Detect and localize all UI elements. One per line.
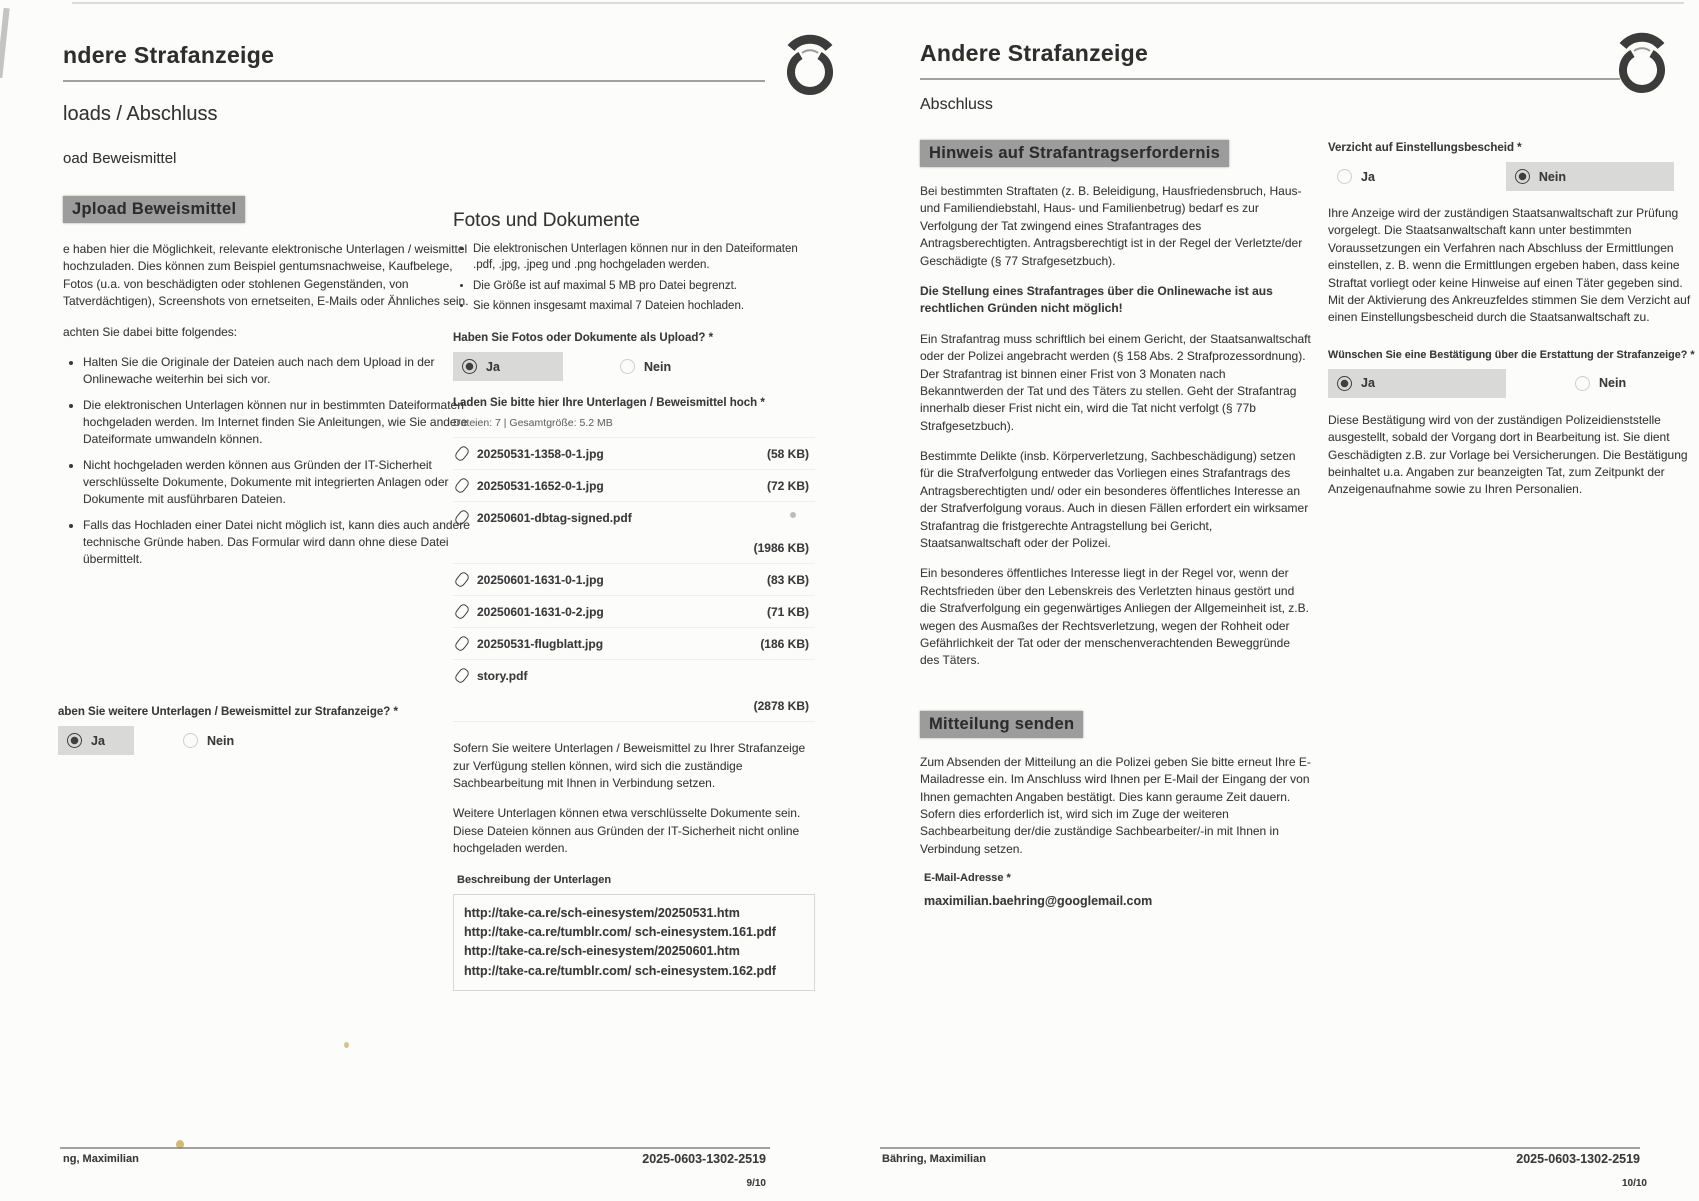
beschreibung-label: Beschreibung der Unterlagen [457, 873, 612, 886]
hinweis-block [920, 140, 1312, 908]
police-emblem-icon [1612, 26, 1672, 98]
file-name: 20250601-1631-0-1.jpg [477, 572, 604, 587]
bullet-item: • Halten Sie die Originale der Dateien auch nach dem Upload in der Onlinewache weiterhin bei sich vor. [83, 354, 478, 388]
upload-intro-text: e haben hier die Möglichkeit, relevante elektronische Unterlagen / weismittel hochzuladen. Dies können zum Beispiel gentumsnachweise, Kaufbelege, Fotos (u.a. von beschädigten oder stohlenen Gegenständen, von Tatverdächtigen), Screenshots von ernetseiten, E-Mails oder Ähnliches sein. [63, 242, 469, 309]
verzicht-info: Ihre Anzeige wird der zuständigen Staatsanwaltschaft zur Prüfung vorgelegt. Die Staatsanwaltschaft kann unter bestimmten Voraussetzungen ein Verfahren nach Abschluss der Ermittlungen einstellen, z. B. wenn die Ermittlungen ergeben haben, dass keine Straftat vorliegt oder keine Hinweise auf einen Täter gegeben sind. Mit der Aktivierung des Ankreuzfeldes stimmen Sie dem Verzicht auf einen Einstellungsbescheid durch die Staatsanwaltschaft zu. [1328, 206, 1691, 325]
beschreibung-textarea[interactable] [453, 894, 815, 992]
file-name: story.pdf [477, 668, 528, 683]
police-emblem-icon [780, 28, 840, 100]
url-line[interactable]: http://take-ca.re/sch-einesystem/20250601.htm [464, 944, 740, 959]
fotos-bullet-list [453, 241, 815, 314]
file-row[interactable] [453, 502, 815, 564]
paperclip-icon [453, 571, 470, 589]
footer-rule [60, 1147, 770, 1149]
radio-ja-label: Ja [1361, 169, 1375, 184]
radio-ja[interactable] [58, 726, 134, 755]
hinweis-p5: Ein besonderes öffentliches Interesse liegt in der Regel vor, wenn der Rechtsfrieden über den Lebenskreis des Verletzten hinaus gestört und die Strafverfolgung ein gegenwärtiges Anliegen der Allgemeinheit ist, z.B. wegen des Ausmaßes der Rechtsverletzung, wegen der Rohheit oder Gefährlichkeit der Tat oder der menschenverachtenden Beweggründe des Täters. [920, 566, 1309, 668]
radio-selected-icon [1515, 169, 1530, 184]
radio-ja[interactable] [1328, 369, 1506, 398]
verzicht-label: Verzicht auf Einstellungsbescheid * [1328, 142, 1522, 154]
file-size: (186 KB) [760, 636, 809, 651]
mitteilung-heading: Mitteilung senden [920, 711, 1083, 738]
fotos-upload-radio-group [453, 352, 815, 381]
weitere-unterlagen-question-block [58, 706, 478, 755]
verzicht-radio-group [1328, 162, 1696, 191]
paperclip-icon [453, 635, 470, 653]
file-size: (2878 KB) [753, 699, 809, 714]
bullet-item: • Sie können insgesamt maximal 7 Dateien hochladen. [473, 298, 815, 314]
subsection-title-upload: oad Beweismittel [63, 150, 177, 167]
radio-nein[interactable] [1506, 162, 1674, 191]
file-name: 20250601-dbtag-signed.pdf [477, 510, 632, 525]
weitere-unterlagen-radio-group [58, 726, 478, 755]
radio-ja[interactable] [453, 352, 563, 381]
fotos-dokumente-heading: Fotos und Dokumente [453, 210, 640, 231]
upload-beweismittel-block [63, 196, 478, 577]
hinweis-p4: Bestimmte Delikte (insb. Körperverletzung, Sachbeschädigung) setzen für die Strafverfolgung entweder das Vorliegen eines Strafantrags des Antragsberechtigten und/ oder ein besonderes öffentliches Interesse an der Strafverfolgung voraus. Auch in diesen Fällen erfordert ein wirksamer Strafantrag die fristgerechte Antragstellung bei Gericht, Staatsanwaltschaft oder der Polizei. [920, 449, 1309, 551]
radio-nein[interactable] [611, 352, 680, 381]
file-size: (71 KB) [766, 604, 809, 619]
upload-bullet-list [63, 354, 478, 568]
paperclip-icon [453, 667, 470, 685]
url-line[interactable]: http://take-ca.re/sch-einesystem/20250531.htm [464, 905, 740, 920]
url-line[interactable]: http://take-ca.re/tumblr.com/ sch-einesystem.161.pdf [464, 925, 776, 940]
files-summary: Dateien: 7 | Gesamtgröße: 5.2 MB [453, 417, 613, 430]
upload-note-intro: achten Sie dabei bitte folgendes: [63, 324, 238, 339]
section-title-uploads: loads / Abschluss [63, 103, 218, 125]
file-size: (72 KB) [766, 478, 809, 493]
paperclip-icon [453, 477, 470, 495]
file-row[interactable] [453, 564, 815, 596]
bestaetigung-info: Diese Bestätigung wird von der zuständigen Polizeidienststelle ausgestellt, sobald der Vorgang dort in Bearbeitung ist. Sie dient Geschädigten z.B. zur Vorlage bei Versicherungen. Die Bestätigung beinhaltet u.a. Angaben zur beanzeigten Tat, zum Zeitpunkt der Anzeigenaufnahme sowie zu Ihren Personalien. [1328, 412, 1688, 497]
hinweis-p1: Bei bestimmten Straftaten (z. B. Beleidigung, Hausfriedensbruch, Haus- und Familiendiebstahl, Haus- und Familienbetrug) bedarf es zur Verfolgung der Tat zwingend eines Strafantrages des Antragsberechtigten. Antragsberechtigt ist in der Regel der Verletzte/der Geschädigte (§ 77 Strafgesetzbuch). [920, 184, 1303, 268]
footer-page-number: 9/10 [746, 1178, 766, 1189]
hinweis-p2: Die Stellung eines Strafantrages über die Onlinewache ist aus rechtlichen Gründen nicht möglich! [920, 283, 1273, 316]
url-line[interactable]: http://take-ca.re/tumblr.com/ sch-einesystem.162.pdf [464, 963, 776, 978]
footer-name: ng, Maximilian [63, 1153, 139, 1165]
page-10 [850, 0, 1699, 1201]
radio-nein-label: Nein [644, 359, 672, 374]
footer-case-number: 2025-0603-1302-2519 [1516, 1152, 1640, 1166]
radio-unselected-icon [620, 359, 635, 374]
footer-rule [880, 1147, 1640, 1149]
radio-ja[interactable] [1328, 162, 1384, 191]
bullet-item: • Nicht hochgeladen werden können aus Gründen der IT-Sicherheit verschlüsselte Dokumente, Dokumente mit integrierten Anlagen oder Dokumente mit ausführbaren Dateien. [83, 457, 478, 508]
file-name: 20250531-1358-0-1.jpg [477, 446, 604, 461]
upload-beweismittel-heading: Jpload Beweismittel [63, 196, 245, 223]
section-title-abschluss: Abschluss [920, 96, 993, 113]
radio-nein-label: Nein [1538, 169, 1566, 184]
footer-case-number: 2025-0603-1302-2519 [642, 1152, 766, 1166]
mitteilung-p1: Zum Absenden der Mitteilung an die Polizei geben Sie bitte erneut Ihre E-Mailadresse ein. Im Anschluss wird Ihnen per E-Mail der Eingang der von Ihnen gemachten Angaben bestätigt. Dies kann geraume Zeit dauern. Sofern dies erforderlich ist, wird sich im Zuge der weiteren Sachbearbeitung der/die zuständige Sachbearbeiter/-in mit Ihnen in Verbindung setzen. [920, 754, 1311, 856]
file-size: (83 KB) [766, 572, 809, 587]
footer-name: Bähring, Maximilian [882, 1153, 986, 1165]
radio-ja-label: Ja [486, 359, 500, 374]
footer-page-number: 10/10 [1621, 1178, 1647, 1189]
bullet-item: • Falls das Hochladen einer Datei nicht möglich ist, kann dies auch andere technische Gründe haben. Das Formular wird dann ohne diese Datei übermittelt. [83, 517, 478, 568]
file-row[interactable] [453, 470, 815, 502]
radio-unselected-icon [1575, 376, 1590, 391]
hinweis-p3: Ein Strafantrag muss schriftlich bei einem Gericht, der Staatsanwaltschaft oder der Polizei angebracht werden (§ 158 Abs. 2 Strafprozessordnung). Der Strafantrag ist binnen einer Frist von 3 Monaten nach Bekanntwerden der Tat und des Täters zu stellen. Geht der Strafantrag innerhalb dieser Frist nicht ein, wird die Tat nicht verfolgt (§ 77b Strafgesetzbuch). [920, 331, 1311, 433]
file-row[interactable] [453, 660, 815, 722]
file-name: 20250531-1652-0-1.jpg [477, 478, 604, 493]
weitere-unterlagen-info: Sofern Sie weitere Unterlagen / Beweismittel zu Ihrer Strafanzeige zur Verfügung stellen können, wird sich die zuständige Sachbearbeitung mit Ihnen in Verbindung setzen. [453, 741, 806, 791]
radio-selected-icon [1337, 376, 1352, 391]
radio-nein[interactable] [174, 726, 243, 755]
radio-nein[interactable] [1566, 369, 1635, 398]
radio-ja-label: Ja [1361, 376, 1375, 391]
fotos-upload-question: Haben Sie Fotos oder Dokumente als Upload? * [453, 332, 714, 345]
verschluesselte-info: Weitere Unterlagen können etwa verschlüsselte Dokumente sein. Diese Dateien können aus Gründen der IT-Sicherheit nicht online hochgeladen werden. [453, 806, 801, 856]
radio-unselected-icon [1337, 169, 1352, 184]
email-label: E-Mail-Adresse * [924, 872, 1011, 885]
file-size: (1986 KB) [753, 541, 809, 556]
radio-selected-icon [462, 359, 477, 374]
radio-unselected-icon [183, 733, 198, 748]
file-list [453, 437, 815, 722]
page-title: ndere Strafanzeige [63, 42, 275, 68]
paperclip-icon [453, 603, 470, 621]
header-rule [63, 80, 765, 82]
file-name: 20250601-1631-0-2.jpg [477, 604, 604, 619]
header-rule [920, 78, 1620, 80]
upload-field-label: Laden Sie bitte hier Ihre Unterlagen / Beweismittel hoch * [453, 397, 765, 410]
paperclip-icon [453, 445, 470, 463]
weitere-unterlagen-question: aben Sie weitere Unterlagen / Beweismittel zur Strafanzeige? * [58, 706, 398, 718]
file-row[interactable] [453, 438, 815, 470]
paperclip-icon [453, 509, 470, 527]
bestaetigung-radio-group [1328, 369, 1696, 398]
radio-nein-label: Nein [1599, 376, 1627, 391]
bestaetigung-label: Wünschen Sie eine Bestätigung über die Erstattung der Strafanzeige? * [1328, 348, 1695, 361]
radio-selected-icon [67, 733, 82, 748]
fotos-dokumente-block [453, 210, 815, 991]
abschluss-options-block [1328, 142, 1696, 512]
page-title: Andere Strafanzeige [920, 40, 1149, 66]
email-field[interactable]: maximilian.baehring@googlemail.com [924, 894, 1153, 909]
bullet-item: • Die Größe ist auf maximal 5 MB pro Datei begrenzt. [473, 278, 815, 294]
radio-nein-label: Nein [207, 733, 235, 748]
radio-ja-label: Ja [91, 733, 105, 748]
file-name: 20250531-flugblatt.jpg [477, 636, 604, 651]
bullet-item: • Die elektronischen Unterlagen können nur in den Dateiformaten .pdf, .jpg, .jpeg und .png hochgeladen werden. [473, 241, 815, 274]
hinweis-heading: Hinweis auf Strafantragserfordernis [920, 140, 1229, 167]
file-row[interactable] [453, 628, 815, 660]
file-size: (58 KB) [766, 446, 809, 461]
bullet-item: • Die elektronischen Unterlagen können nur in bestimmten Dateiformaten hochgeladen werden. Im Internet finden Sie Anleitungen, wie Sie andere Dateiformate umwandeln können. [83, 397, 478, 448]
file-row[interactable] [453, 596, 815, 628]
